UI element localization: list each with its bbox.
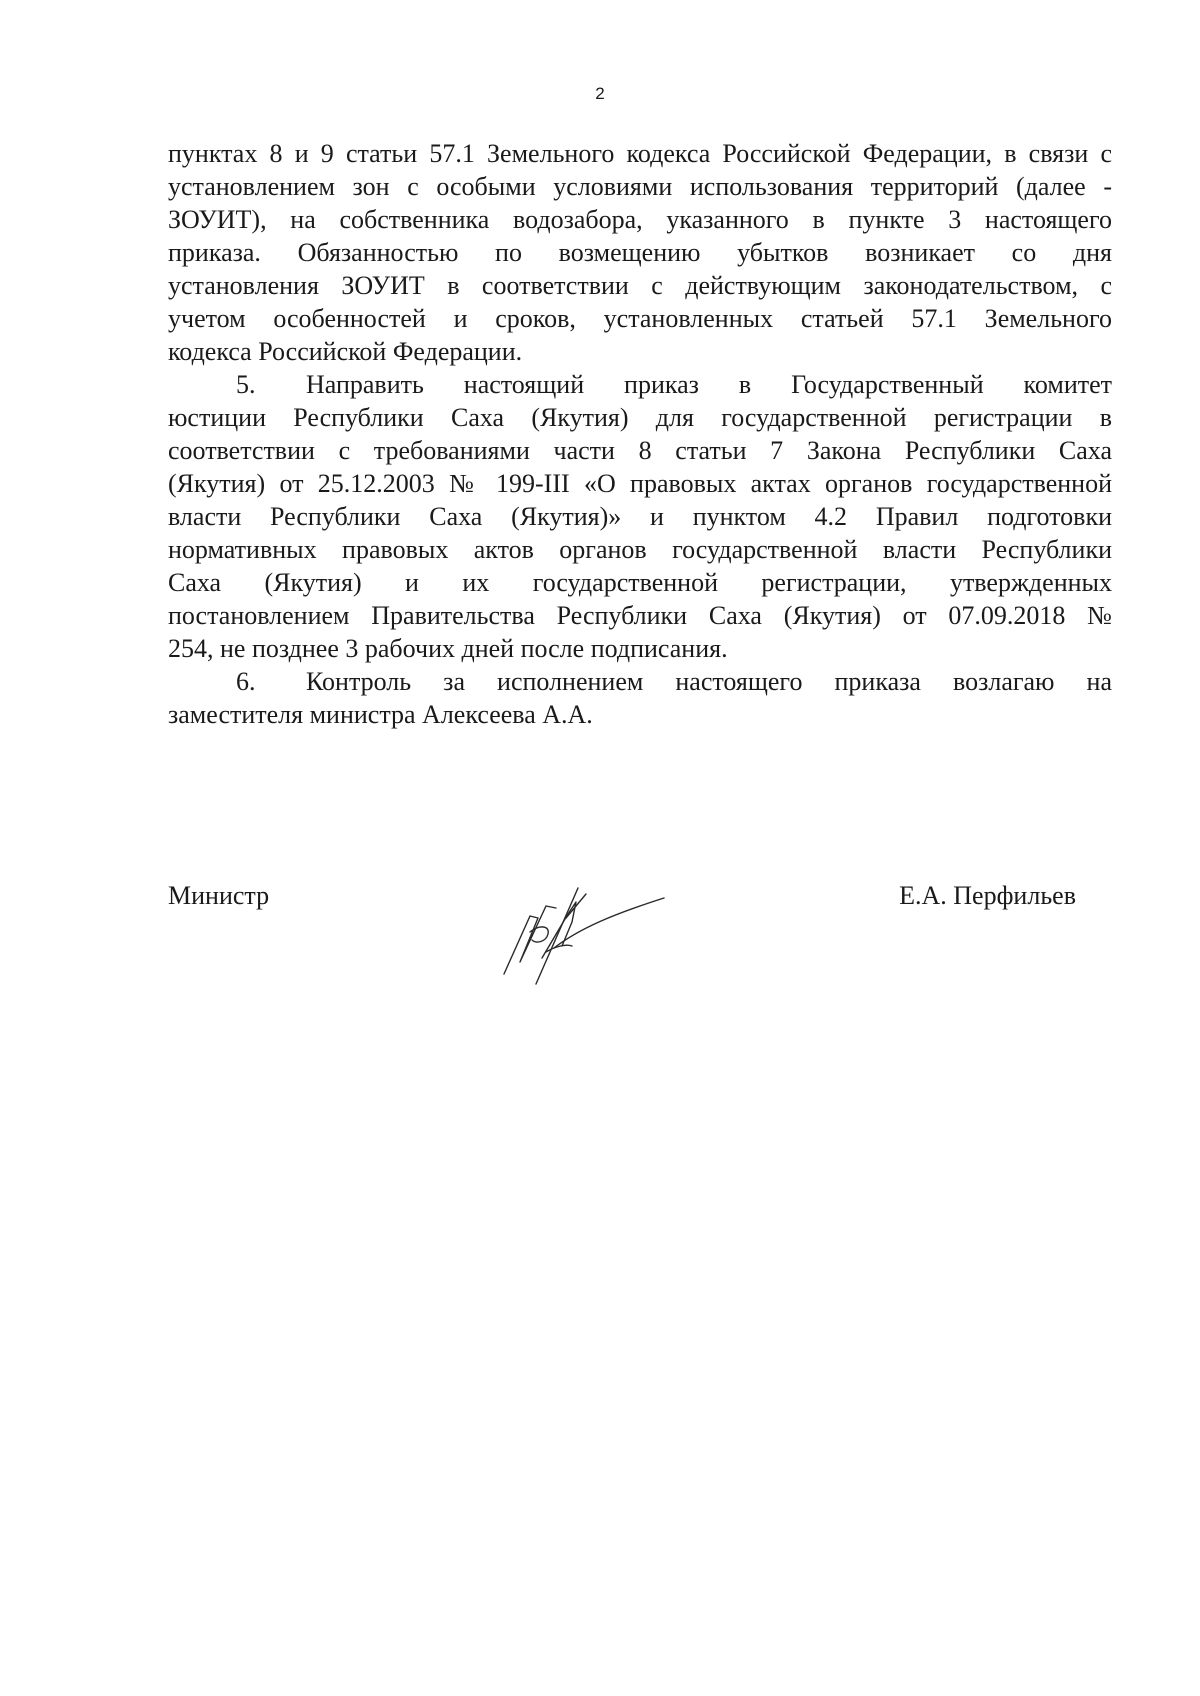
- item-6-line: заместителя министра Алексеева А.А.: [168, 700, 593, 729]
- item-5-line: постановлением Правительства Республики Саха (Якутия) от 07.09.2018 №: [168, 601, 1112, 630]
- item-5-line: соответствии с требованиями части 8 статьи 7 Закона Республики Саха: [168, 436, 1112, 465]
- paragraph-line: приказа. Обязанностью по возмещению убытков возникает со дня: [168, 238, 1112, 267]
- paragraph-line: установления ЗОУИТ в соответствии с действующим законодательством, с: [168, 271, 1112, 300]
- item-5-line: юстиции Республики Саха (Якутия) для государственной регистрации в: [168, 403, 1112, 432]
- item-6-first-line: [168, 665, 1112, 698]
- signatory-title: Министр: [168, 881, 270, 910]
- signatory-name: Е.А. Перфильев: [899, 881, 1076, 910]
- paragraph-line: ЗОУИТ), на собственника водозабора, указанного в пункте 3 настоящего: [168, 205, 1112, 234]
- handwritten-signature: [496, 866, 676, 986]
- page-number: 2: [595, 84, 605, 103]
- item-5-line: власти Республики Саха (Якутия)» и пунктом 4.2 Правил подготовки: [168, 502, 1112, 531]
- paragraph-line: пунктах 8 и 9 статьи 57.1 Земельного кодекса Российской Федерации, в связи с: [168, 139, 1112, 168]
- item-5-number: 5.: [236, 370, 256, 399]
- item-5-line: нормативных правовых актов органов государственной власти Республики: [168, 535, 1112, 564]
- document-body: [168, 137, 1112, 731]
- paragraph-line: учетом особенностей и сроков, установленных статьей 57.1 Земельного: [168, 304, 1112, 333]
- item-6-text: Контроль за исполнением настоящего приказа возлагаю на: [306, 667, 1112, 696]
- item-5-first-line: [168, 368, 1112, 401]
- item-5-line: Саха (Якутия) и их государственной регистрации, утвержденных: [168, 568, 1112, 597]
- paragraph-line: установлением зон с особыми условиями использования территорий (далее -: [168, 172, 1112, 201]
- item-5-line: 254, не позднее 3 рабочих дней после подписания.: [168, 634, 728, 663]
- item-5-text: Направить настоящий приказ в Государственный комитет: [306, 370, 1112, 399]
- item-6-number: 6.: [236, 667, 256, 696]
- item-5-line: (Якутия) от 25.12.2003 № 199-III «О правовых актах органов государственной: [168, 469, 1112, 498]
- paragraph-line: кодекса Российской Федерации.: [168, 337, 523, 366]
